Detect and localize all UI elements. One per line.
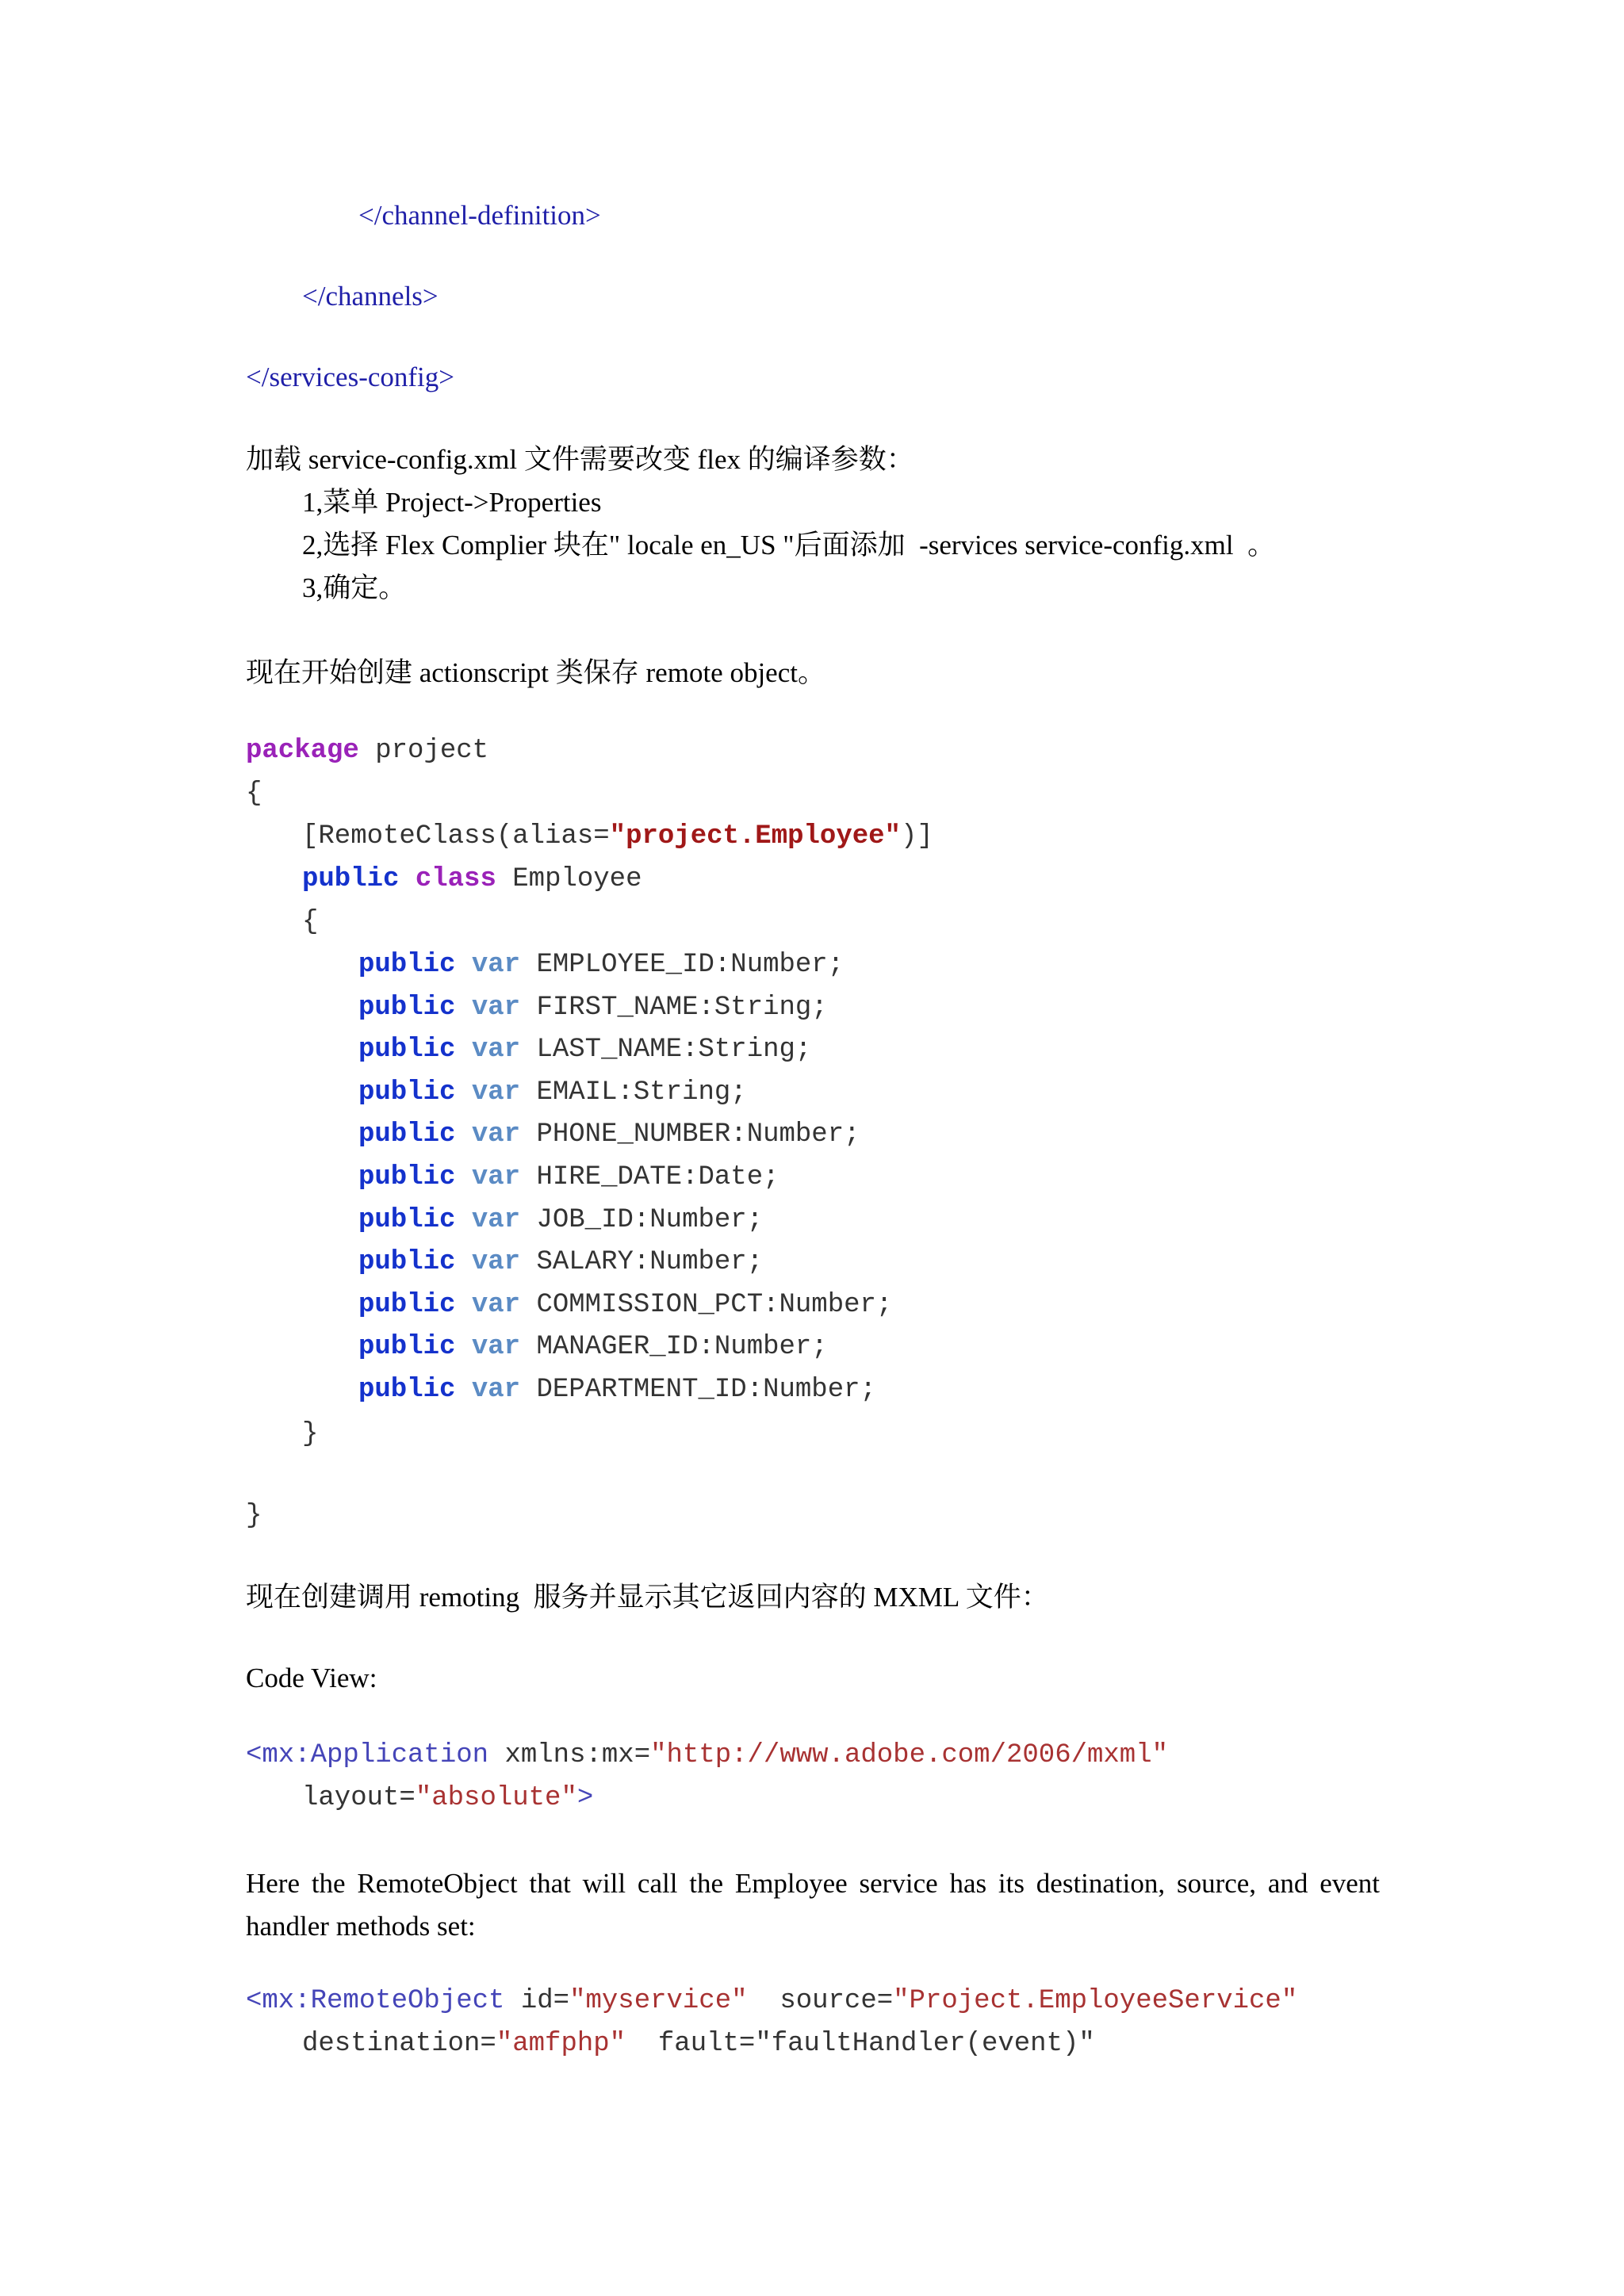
- keyword-public: public: [358, 1035, 456, 1065]
- field-name: SALARY:Number;: [536, 1247, 764, 1277]
- keyword-var: var: [471, 1035, 521, 1065]
- field-name: EMAIL:String;: [536, 1077, 747, 1108]
- xml-closing-channel-definition: </channel-definition>: [358, 200, 601, 231]
- config-step-1: 1,菜单 Project->Properties: [302, 487, 602, 518]
- mxml-tag-close: >: [576, 1783, 594, 1813]
- keyword-var: var: [471, 1077, 521, 1108]
- mxml-application-tag: <mx:Application: [246, 1740, 489, 1770]
- keyword-public: public: [358, 1332, 456, 1362]
- field-declaration-line: [358, 1119, 860, 1150]
- field-name: MANAGER_ID:Number;: [536, 1332, 828, 1362]
- field-name: EMPLOYEE_ID:Number;: [536, 950, 845, 980]
- field-declaration-line: [358, 1332, 828, 1362]
- field-name: PHONE_NUMBER:Number;: [536, 1119, 860, 1150]
- field-declaration-line: [358, 1247, 763, 1277]
- keyword-public: public: [358, 1205, 456, 1235]
- mxml-source-attr: source=: [747, 1986, 894, 2016]
- keyword-public: public: [358, 1077, 456, 1108]
- code-line-class-declaration: [302, 864, 642, 894]
- remote-class-alias-string: "project.Employee": [609, 821, 901, 851]
- mxml-id-value: "myservice": [569, 1986, 748, 2016]
- xml-closing-channels: </channels>: [302, 281, 439, 312]
- mxml-fault-value: "faultHandler(event)": [755, 2029, 1095, 2059]
- code-view-label: Code View:: [246, 1663, 377, 1693]
- config-step-3: 3,确定。: [302, 572, 407, 603]
- field-name: HIRE_DATE:Date;: [536, 1162, 779, 1192]
- field-declaration-line: [358, 1077, 747, 1108]
- field-declaration-line: [358, 1205, 763, 1235]
- remote-class-suffix: )]: [900, 821, 933, 851]
- keyword-var: var: [471, 950, 521, 980]
- field-declaration-line: [358, 1162, 779, 1192]
- config-step-2: 2,选择 Flex Complier 块在" locale en_US "后面添加 -services service-config.xml 。: [302, 530, 1276, 561]
- remote-class-prefix: [RemoteClass(alias=: [302, 821, 610, 851]
- code-line-outer-close-brace: }: [246, 1501, 262, 1531]
- field-name: FIRST_NAME:String;: [536, 993, 828, 1023]
- package-name: project: [358, 736, 489, 766]
- keyword-var: var: [471, 1119, 521, 1150]
- field-declaration-line: [358, 1290, 892, 1320]
- code-line-package: [246, 736, 488, 766]
- actionscript-intro-text: 现在开始创建 actionscript 类保存 remote object。: [246, 657, 825, 688]
- mxml-fault-attr: fault=: [626, 2029, 756, 2059]
- remote-object-description: Here the RemoteObject that will call the Employee service has its destination, source, and event handler methods set:: [246, 1868, 1380, 1942]
- field-name: LAST_NAME:String;: [536, 1035, 812, 1065]
- code-line-outer-open-brace: {: [246, 779, 262, 809]
- field-name: DEPARTMENT_ID:Number;: [536, 1375, 876, 1405]
- keyword-public: public: [358, 1375, 456, 1405]
- mxml-intro-text: 现在创建调用 remoting 服务并显示其它返回内容的 MXML 文件：: [246, 1582, 1049, 1613]
- keyword-class: class: [415, 864, 496, 894]
- mxml-id-attr: id=: [504, 1986, 570, 2016]
- field-declaration-line: [358, 1375, 876, 1405]
- keyword-var: var: [471, 1162, 521, 1192]
- mxml-layout-value: "absolute": [415, 1783, 577, 1813]
- class-name: Employee: [496, 864, 642, 894]
- mxml-layout-attr: layout=: [302, 1783, 416, 1813]
- keyword-var: var: [471, 1247, 521, 1277]
- keyword-public: public: [358, 1119, 456, 1150]
- mxml-source-value: "Project.EmployeeService": [893, 1986, 1298, 2016]
- keyword-var: var: [471, 1375, 521, 1405]
- keyword-public: public: [358, 1247, 456, 1277]
- keyword-public: public: [358, 1162, 456, 1192]
- field-declaration-line: [358, 950, 844, 980]
- mxml-remote-object-line-1: [246, 1986, 1297, 2016]
- config-intro-text: 加载 service-config.xml 文件需要改变 flex 的编译参数：: [246, 444, 914, 475]
- field-name: JOB_ID:Number;: [536, 1205, 764, 1235]
- keyword-public: public: [302, 864, 400, 894]
- code-line-remote-class: [302, 821, 933, 851]
- field-name: COMMISSION_PCT:Number;: [536, 1290, 893, 1320]
- keyword-public: public: [358, 1290, 456, 1320]
- keyword-var: var: [471, 1205, 521, 1235]
- xml-closing-services-config: </services-config>: [246, 362, 454, 392]
- field-declaration-line: [358, 993, 828, 1023]
- keyword-var: var: [471, 1290, 521, 1320]
- mxml-remote-object-tag: <mx:RemoteObject: [246, 1986, 505, 2016]
- mxml-destination-value: "amfphp": [496, 2029, 626, 2059]
- code-line-inner-close-brace: }: [302, 1419, 319, 1449]
- mxml-remote-object-line-2: [302, 2029, 1095, 2059]
- mxml-xmlns-attr: xmlns:mx=: [488, 1740, 651, 1770]
- mxml-destination-attr: destination=: [302, 2029, 496, 2059]
- field-declaration-line: [358, 1035, 811, 1065]
- mxml-application-line-1: [246, 1740, 1168, 1770]
- keyword-var: var: [471, 1332, 521, 1362]
- mxml-application-line-2: [302, 1783, 593, 1813]
- mxml-xmlns-value: "http://www.adobe.com/2006/mxml": [650, 1740, 1169, 1770]
- code-line-inner-open-brace: {: [302, 907, 319, 937]
- keyword-package: package: [246, 736, 359, 766]
- keyword-public: public: [358, 950, 456, 980]
- keyword-var: var: [471, 993, 521, 1023]
- keyword-public: public: [358, 993, 456, 1023]
